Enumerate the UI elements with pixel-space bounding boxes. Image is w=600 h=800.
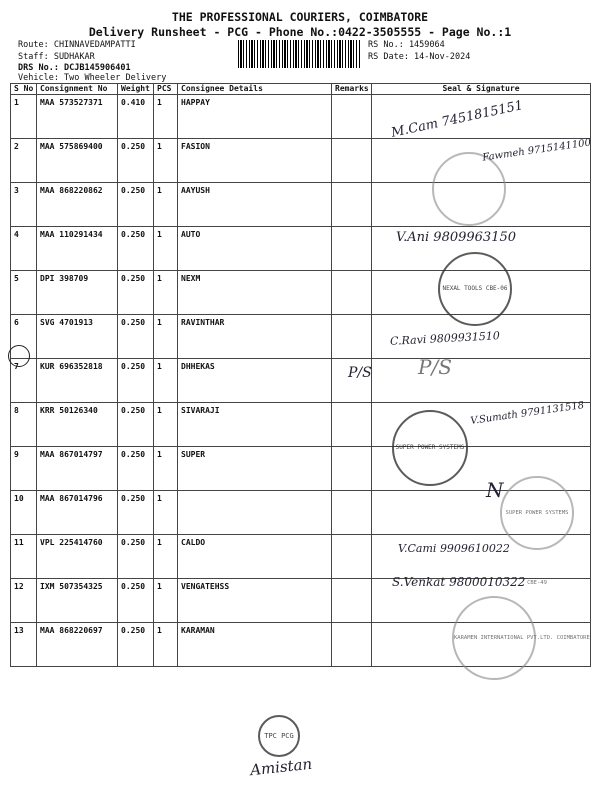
col-signature: Seal & Signature [372,84,591,95]
row-pcs: 1 [154,315,178,359]
row-remarks [332,447,372,491]
row-consignee: KARAMAN [178,623,332,667]
drs-label: DRS No.: DCJB145906401 [18,63,131,73]
footer-signature: Amistan [249,754,313,780]
row-remarks [332,535,372,579]
col-sno: S No [11,84,37,95]
row-consignee: AUTO [178,227,332,271]
table-row [11,315,591,359]
row-remarks [332,403,372,447]
vehicle-label: Vehicle: Two Wheeler Delivery [18,73,167,83]
col-weight: Weight [118,84,154,95]
row-remarks [332,579,372,623]
row-consignee: AAYUSH [178,183,332,227]
row-remarks [332,139,372,183]
row-consignee [178,491,332,535]
row-pcs: 1 [154,359,178,403]
row-sno: 1 [11,95,37,139]
signature-6: C.Ravi 9809931510 [389,329,501,348]
row-remarks [332,623,372,667]
row-weight: 0.250 [118,139,154,183]
row-weight: 0.250 [118,535,154,579]
signature-10: N [486,478,504,502]
row-sno: 3 [11,183,37,227]
row-consignee: DHHEKAS [178,359,332,403]
row-consignee: SUPER [178,447,332,491]
row-weight: 0.250 [118,579,154,623]
row-weight: 0.250 [118,227,154,271]
row-pcs: 1 [154,535,178,579]
row-consignee: FASION [178,139,332,183]
super-power-stamp-2: SUPER POWER SYSTEMS CBE-49 [500,476,574,550]
signature-2: Fawmeh 9715141100 [481,137,592,164]
signature-11: V.Cami 9909610022 [398,542,510,555]
row-sno: 4 [11,227,37,271]
nexal-stamp: NEXAL TOOLS CBE-06 [438,252,512,326]
karamen-stamp: KARAMEN INTERNATIONAL PVT.LTD. COIMBATORE [452,596,536,680]
row-weight: 0.250 [118,403,154,447]
row-consignment: MAA 868220862 [37,183,118,227]
row-sno: 7 [11,359,37,403]
row-consignment: MAA 867014796 [37,491,118,535]
faint-seal [432,152,506,226]
row-weight: 0.410 [118,95,154,139]
row-weight: 0.250 [118,183,154,227]
col-pcs: PCS [154,84,178,95]
staff-label: Staff: SUDHAKAR [18,52,95,62]
signature-8: V.Sumath 9791131518 [469,400,585,427]
row-pcs: 1 [154,403,178,447]
row-consignment: IXM 507354325 [37,579,118,623]
row-sno: 11 [11,535,37,579]
remarks-row7-hand: P/S [348,365,372,381]
row-weight: 0.250 [118,623,154,667]
route-label: Route: CHINNAVEDAMPATTI [18,40,136,50]
row-pcs: 1 [154,95,178,139]
row-sno: 5 [11,271,37,315]
row-pcs: 1 [154,271,178,315]
col-remarks: Remarks [332,84,372,95]
company-title: THE PROFESSIONAL COURIERS, COIMBATORE [171,10,429,24]
row-weight: 0.250 [118,359,154,403]
row-sno: 9 [11,447,37,491]
row-remarks [332,183,372,227]
row-weight: 0.250 [118,491,154,535]
row-pcs: 1 [154,491,178,535]
super-power-stamp: SUPER POWER SYSTEMS [392,410,468,486]
row-consignment: MAA 110291434 [37,227,118,271]
row-sno: 8 [11,403,37,447]
row-consignment: DPI 398709 [37,271,118,315]
row-signature [372,359,591,403]
row-sno: 2 [11,139,37,183]
row-sno: 6 [11,315,37,359]
row-consignee: VENGATEHSS [178,579,332,623]
table-header-row [11,84,591,95]
row-consignee: RAVINTHAR [178,315,332,359]
signature-4: V.Ani 9809963150 [396,230,517,245]
row-consignment: KUR 696352818 [37,359,118,403]
row-pcs: 1 [154,227,178,271]
row-sno: 10 [11,491,37,535]
row-consignment: MAA 868220697 [37,623,118,667]
row-remarks [332,491,372,535]
row-weight: 0.250 [118,447,154,491]
row-consignment: MAA 867014797 [37,447,118,491]
tpc-stamp: TPC PCG [258,715,300,757]
row-consignment: KRR 50126340 [37,403,118,447]
row-pcs: 1 [154,139,178,183]
row-consignment: MAA 575869400 [37,139,118,183]
row-pcs: 1 [154,183,178,227]
signature-7: P/S [418,355,452,379]
row-remarks [332,227,372,271]
table-row [11,359,591,403]
barcode [238,40,360,68]
row-pcs: 1 [154,579,178,623]
row-remarks [332,95,372,139]
col-consignment: Consignment No [37,84,118,95]
row-remarks [332,271,372,315]
row-pcs: 1 [154,447,178,491]
row-weight: 0.250 [118,315,154,359]
row7-circle-mark [8,345,30,367]
row-remarks [332,315,372,359]
row-consignment: SVG 4701913 [37,315,118,359]
row-consignee: NEXM [178,271,332,315]
row-consignment: MAA 573527371 [37,95,118,139]
runsheet-title: Delivery Runsheet - PCG - Phone No.:0422-3505555 - Page No.:1 [88,25,512,39]
row-weight: 0.250 [118,271,154,315]
signature-1: M.Cam 7451815151 [389,98,525,141]
row-sno: 12 [11,579,37,623]
signature-12: S.Venkat 9800010322 [392,575,526,589]
row-consignee: SIVARAJI [178,403,332,447]
row-consignee: CALDO [178,535,332,579]
row-consignee: HAPPAY [178,95,332,139]
row-sno: 13 [11,623,37,667]
row-consignment: VPL 225414760 [37,535,118,579]
table-row [11,403,591,447]
rs-no-label: RS No.: 1459064 [368,40,445,50]
rs-date-label: RS Date: 14-Nov-2024 [368,52,471,62]
row-pcs: 1 [154,623,178,667]
col-consignee: Consignee Details [178,84,332,95]
